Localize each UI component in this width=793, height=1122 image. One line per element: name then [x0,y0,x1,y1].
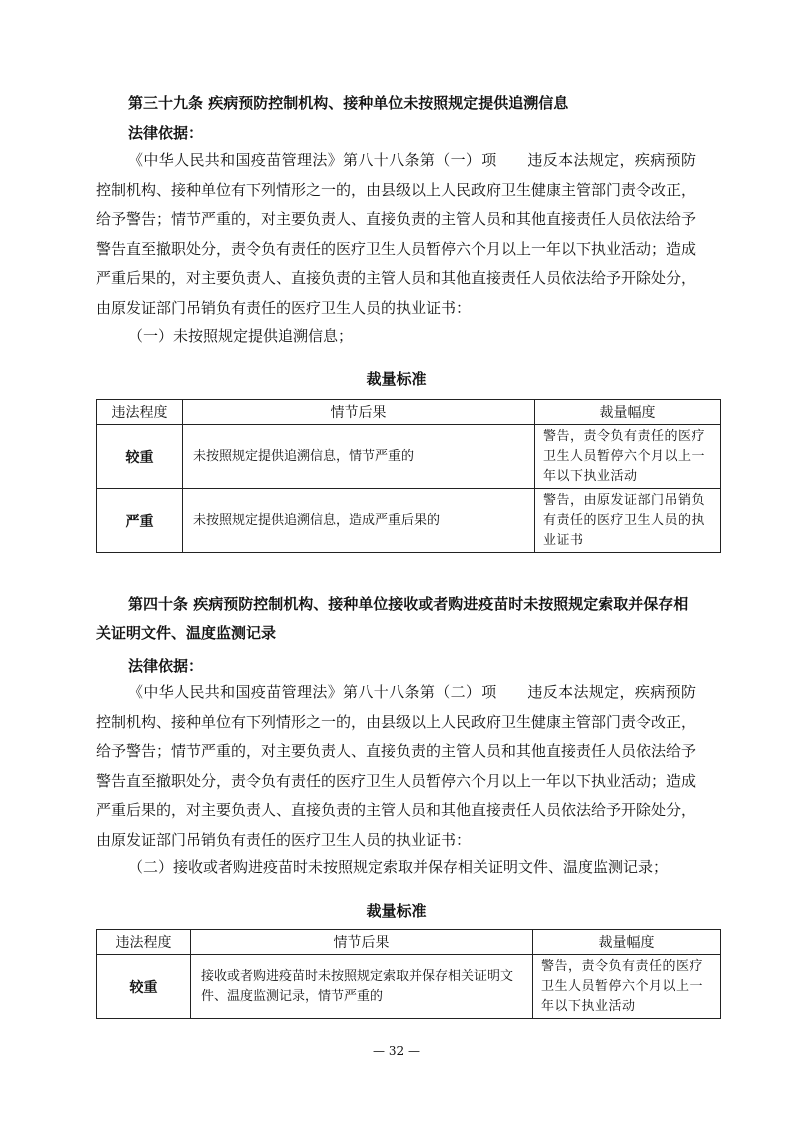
row-level: 严重 [97,489,183,553]
article-40-title: 第四十条 疾病预防控制机构、接种单位接收或者购进疫苗时未按照规定索取并保存相关证明文件、温度监测记录 [96,595,689,642]
article-39-standard-table [96,399,721,553]
article-40-basis-text: 《中华人民共和国疫苗管理法》第八十八条第（二）项 违反本法规定，疾病预防控制机构、接种单位有下列情形之一的，由县级以上人民政府卫生健康主管部门责令改正，给予警告；情节严重的，对主要负责人、直接负责的主管人员和其他直接责任人员依法给予警告直至撤职处分，责令负有责任的医疗卫生人员暂停六个月以上一年以下执业活动；造成严重后果的，对主要负责人、直接负责的主管人员和其他直接责任人员依法给予开除处分，由原发证部门吊销负有责任的医疗卫生人员的执业证书： [96,683,697,849]
row-level: 较重 [97,425,183,489]
table-header-row [97,930,721,955]
row-circumstance: 未按照规定提供追溯信息，造成严重后果的 [183,489,535,553]
article-40-item: （二）接收或者购进疫苗时未按照规定索取并保存相关证明文件、温度监测记录； [128,858,669,876]
article-40-standard-table [96,929,721,1019]
row-penalty: 警告，责令负有责任的医疗卫生人员暂停六个月以上一年以下执业活动 [533,955,721,1019]
header-level: 违法程度 [97,400,183,425]
table-row [97,425,721,489]
article-39-basis-text: 《中华人民共和国疫苗管理法》第八十八条第（一）项 违反本法规定，疾病预防控制机构、接种单位有下列情形之一的，由县级以上人民政府卫生健康主管部门责令改正，给予警告；情节严重的，对主要负责人、直接负责的主管人员和其他直接责任人员依法给予警告直至撤职处分，责令负有责任的医疗卫生人员暂停六个月以上一年以下执业活动；造成严重后果的，对主要负责人、直接负责的主管人员和其他直接责任人员依法给予开除处分，由原发证部门吊销负有责任的医疗卫生人员的执业证书： [96,151,697,317]
article-39-standard-title: 裁量标准 [366,370,427,388]
article-39-basis-label: 法律依据： [128,124,204,142]
article-39-item: （一）未按照规定提供追溯信息； [128,327,354,345]
table-row [97,489,721,553]
row-level: 较重 [97,955,191,1019]
article-39-title: 第三十九条 疾病预防控制机构、接种单位未按照规定提供追溯信息 [128,94,569,112]
row-penalty: 警告，责令负有责任的医疗卫生人员暂停六个月以上一年以下执业活动 [535,425,721,489]
table-row [97,955,721,1019]
page-number: — 32 — [373,1044,420,1058]
article-40-basis-label: 法律依据： [128,657,204,675]
table-header-row [97,400,721,425]
header-penalty: 裁量幅度 [533,930,721,955]
header-penalty: 裁量幅度 [535,400,721,425]
row-penalty: 警告，由原发证部门吊销负有责任的医疗卫生人员的执业证书 [535,489,721,553]
header-circumstance: 情节后果 [191,930,533,955]
row-circumstance: 未按照规定提供追溯信息，情节严重的 [183,425,535,489]
row-circumstance: 接收或者购进疫苗时未按照规定索取并保存相关证明文件、温度监测记录，情节严重的 [191,955,533,1019]
article-40-standard-title: 裁量标准 [366,902,427,920]
header-level: 违法程度 [97,930,191,955]
header-circumstance: 情节后果 [183,400,535,425]
